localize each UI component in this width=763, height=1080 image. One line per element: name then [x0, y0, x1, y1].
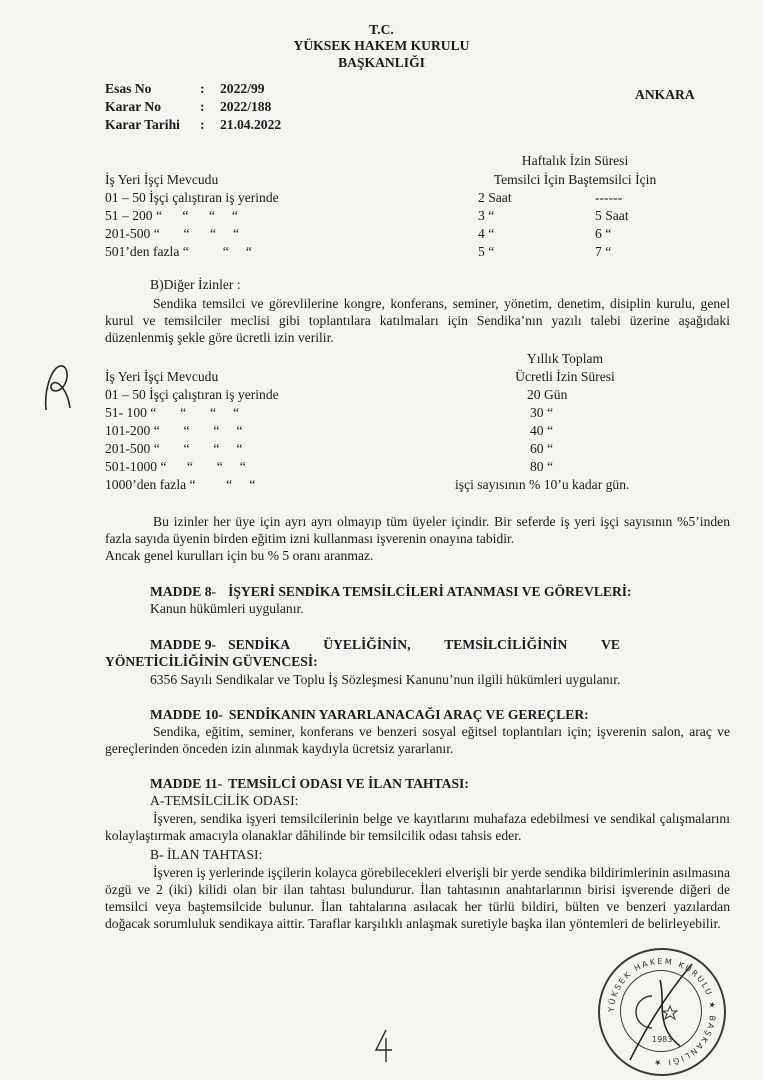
esas-colon: :: [200, 81, 205, 96]
note-paragraph: Bu izinler her üye için ayrı ayrı olmayıp tüm üyeler içindir. Bir seferde iş yeri işçi sayısının %5’inden fazla sayıda üyenin birden eğitim izni kullanması işverenin onayına tabidir.: [105, 514, 730, 546]
madde10-title: SENDİKANIN YARARLANACAĞI ARAÇ VE GEREÇLER:: [228, 707, 589, 722]
madde8-heading: [150, 583, 632, 600]
madde11-sub-b: B- İLAN TAHTASI:: [150, 847, 263, 862]
page-number-icon: [372, 1028, 396, 1064]
header-court: YÜKSEK HAKEM KURULU: [293, 38, 470, 53]
handwritten-mark-icon: [38, 358, 78, 418]
weekly-header-2: Temsilci İçin Baştemsilci İçin: [493, 172, 657, 187]
madde11-title: TEMSİLCİ ODASI VE İLAN TAHTASI:: [228, 776, 469, 791]
row-label: 1000’den fazla “ “ “: [105, 477, 256, 492]
izin-value: 30 “: [530, 405, 554, 420]
bastemsilci-value: ------: [595, 190, 623, 205]
diger-heading: B)Diğer İzinler :: [150, 277, 241, 292]
esas-label: Esas No: [105, 81, 152, 96]
madde9-heading: [150, 636, 620, 653]
svg-text:YÜKSEK HAKEM KURULU ★ BAŞKANLI: YÜKSEK HAKEM KURULU ★ BAŞKANLIĞI ★: [606, 956, 718, 1068]
bastemsilci-value: 7 “: [595, 244, 612, 259]
table-row: [105, 189, 705, 207]
table-row: [105, 207, 705, 225]
temsilci-value: 5 “: [478, 244, 495, 259]
annual-header-2: Ücretli İzin Süresi: [515, 369, 615, 384]
karar-colon: :: [200, 99, 205, 114]
izin-value: 20 Gün: [527, 387, 568, 402]
table-row: [105, 404, 725, 422]
row-label: 501’den fazla “ “ “: [105, 244, 252, 259]
table-row: [105, 476, 725, 494]
weekly-header-1: Haftalık İzin Süresi: [521, 153, 629, 168]
esas-value: 2022/99: [220, 81, 265, 96]
karar-label: Karar No: [105, 99, 162, 114]
header-office: BAŞKANLIĞI: [338, 55, 425, 70]
annual-left-header: İş Yeri İşçi Mevcudu: [105, 369, 219, 384]
karar-value: 2022/188: [220, 99, 272, 114]
izin-value: işçi sayısının % 10’u kadar gün.: [455, 477, 630, 492]
svg-text:1983: 1983: [652, 1035, 673, 1044]
tarih-value: 21.04.2022: [220, 117, 282, 132]
row-label: 01 – 50 İşçi çalıştıran iş yerinde: [105, 387, 279, 402]
row-label: 51 – 200 “ “ “ “: [105, 208, 238, 223]
tarih-colon: :: [200, 117, 205, 132]
madde11-body-a: İşveren, sendika işyeri temsilcilerinin belge ve kayıtlarını muhafaza edebilmesi ve sendikal çalışmalarını kolaylaştırmak amacıyla olanaklar dâhilinde bir temsilcilik odası tahsis eder.: [105, 811, 730, 843]
court-seal: [598, 948, 726, 1076]
madde8-body: Kanun hükümleri uygulanır.: [150, 601, 304, 616]
madde8-title: İŞYERİ SENDİKA TEMSİLCİLERİ ATANMASI VE GÖREVLERİ:: [228, 584, 632, 599]
note-last-line: Ancak genel kurulları için bu % 5 oranı aranmaz.: [105, 548, 374, 563]
bastemsilci-value: 6 “: [595, 226, 612, 241]
table-row: [105, 440, 725, 458]
city: ANKARA: [635, 87, 695, 102]
table-row: [105, 422, 725, 440]
row-label: 201-500 “ “ “ “: [105, 441, 243, 456]
madde9-number: MADDE 9-: [150, 637, 217, 652]
table-row: [105, 225, 705, 243]
row-label: 501-1000 “ “ “ “: [105, 459, 246, 474]
bastemsilci-value: 5 Saat: [595, 208, 629, 223]
madde11-heading: [150, 775, 469, 792]
izin-value: 40 “: [530, 423, 554, 438]
madde9-title-2: YÖNETİCİLİĞİNİN GÜVENCESİ:: [105, 654, 318, 669]
row-label: 201-500 “ “ “ “: [105, 226, 240, 241]
izin-value: 80 “: [530, 459, 554, 474]
weekly-table: [105, 189, 705, 261]
annual-table: [105, 386, 725, 494]
annual-header-1: Yıllık Toplam: [526, 351, 604, 366]
tarih-label: Karar Tarihi: [105, 117, 180, 132]
row-label: 51- 100 “ “ “ “: [105, 405, 240, 420]
temsilci-value: 2 Saat: [478, 190, 512, 205]
table-row: [105, 386, 725, 404]
table-row: [105, 458, 725, 476]
row-label: 101-200 “ “ “ “: [105, 423, 243, 438]
temsilci-value: 3 “: [478, 208, 495, 223]
madde11-sub-a: A-TEMSİLCİLİK ODASI:: [150, 793, 299, 808]
temsilci-value: 4 “: [478, 226, 495, 241]
madde11-number: MADDE 11-: [150, 776, 223, 791]
madde11-body-b: İşveren iş yerlerinde işçilerin kolayca görebilecekleri elverişli bir yerde sendika bildirimlerinin asılmasına özgü ve 2 (iki) kilidi olan bir ilan tahtası bulundurur. İlan tahtasının anahtarlarının birisi işverende diğeri de temsilci veya baştemsilcide bulunur. İlan tahtalarına asılacak her türlü bildiri, bülten ve benzeri yazılardan doğacak sorumluluk sendikaya aittir. Taraflar karşılıklı anlaşmak suretiyle başka ilan yöntemleri de belirleyebilir.: [105, 865, 730, 931]
seal-emblem-icon: [600, 950, 724, 1074]
madde9-title: SENDİKA ÜYELİĞİNİN, TEMSİLCİLİĞİNİN VE: [228, 637, 620, 652]
madde9-body: 6356 Sayılı Sendikalar ve Toplu İş Sözleşmesi Kanunu’nun ilgili hükümleri uygulanır.: [150, 672, 621, 687]
izin-value: 60 “: [530, 441, 554, 456]
header-tc: T.C.: [369, 22, 394, 37]
madde10-body: Sendika, eğitim, seminer, konferans ve benzeri sosyal eğitsel toplantıları için; işverenin salon, araç ve gereçlerinden önceden izin alınmak kaydıyla ücretsiz yararlanır.: [105, 724, 730, 756]
madde8-number: MADDE 8-: [150, 584, 217, 599]
madde10-number: MADDE 10-: [150, 707, 223, 722]
diger-paragraph: Sendika temsilci ve görevlilerine kongre, konferans, seminer, yönetim, denetim, disiplin kurulu, genel kurul ve temsilciler meclisi gibi toplantılara katılmaları için Sendika’nın yazılı talebi üzerine aşağıdaki düzenlenmiş şekle göre ücretli izin verilir.: [105, 296, 730, 345]
madde10-heading: [150, 706, 589, 723]
row-label: 01 – 50 İşçi çalıştıran iş yerinde: [105, 190, 279, 205]
weekly-left-header: İş Yeri İşçi Mevcudu: [105, 172, 219, 187]
table-row: [105, 243, 705, 261]
